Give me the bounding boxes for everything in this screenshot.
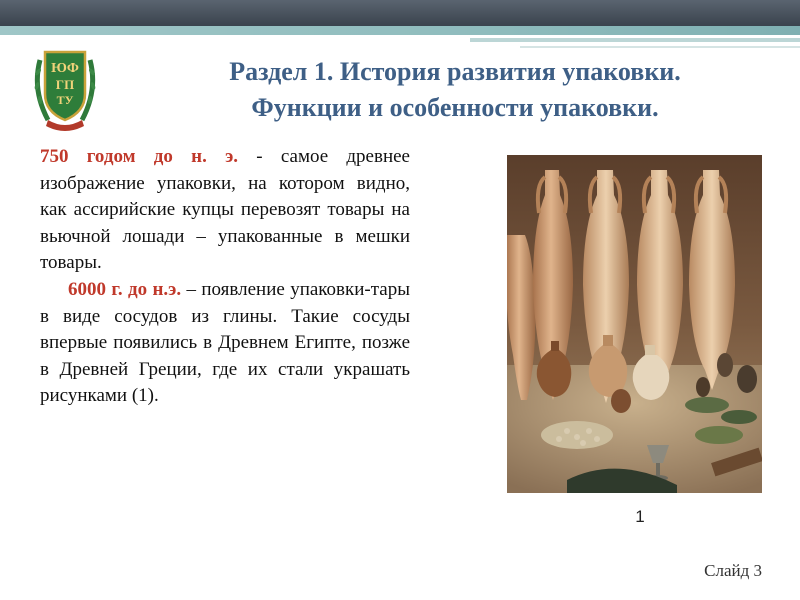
- shield-logo-icon: [34, 46, 96, 132]
- svg-text:ЮФ: ЮФ: [51, 61, 79, 76]
- paragraph-2: [40, 277, 410, 410]
- amphorae-photo: [507, 155, 762, 493]
- date-highlight-2: 6000 г. до н.э.: [68, 278, 182, 300]
- teal-stripe: [0, 26, 800, 35]
- svg-text:ГП: ГП: [55, 77, 75, 92]
- thin-stripe: [470, 38, 800, 42]
- paragraph-1-text: - самое древнее изображение упаковки, на котором видно, как ассирийские купцы перевозят товары на вьючной лошади – упакованные в мешки товары.: [40, 146, 410, 274]
- university-logo: [34, 46, 96, 132]
- slide-title: [120, 54, 790, 126]
- thin-stripe-2: [520, 46, 800, 48]
- title-line-2: Функции и особенности упаковки.: [251, 93, 659, 122]
- figure-caption: 1: [635, 507, 645, 526]
- amphorae-image: [507, 155, 762, 493]
- body-text: [40, 144, 410, 410]
- title-line-1: Раздел 1. История развития упаковки.: [229, 57, 681, 86]
- paragraph-2-text: – появление упаковки-тары в виде сосудов из глины. Такие сосуды впервые появились в Древнем Египте, позже в Древней Греции, где их стали украшать рисунками (1).: [40, 278, 410, 407]
- svg-text:ТУ: ТУ: [56, 93, 74, 107]
- top-bar: [0, 0, 800, 26]
- slide-number: Слайд 3: [704, 561, 762, 580]
- date-highlight-1: 750 годом до н. э.: [40, 146, 239, 167]
- paragraph-1: [40, 144, 410, 277]
